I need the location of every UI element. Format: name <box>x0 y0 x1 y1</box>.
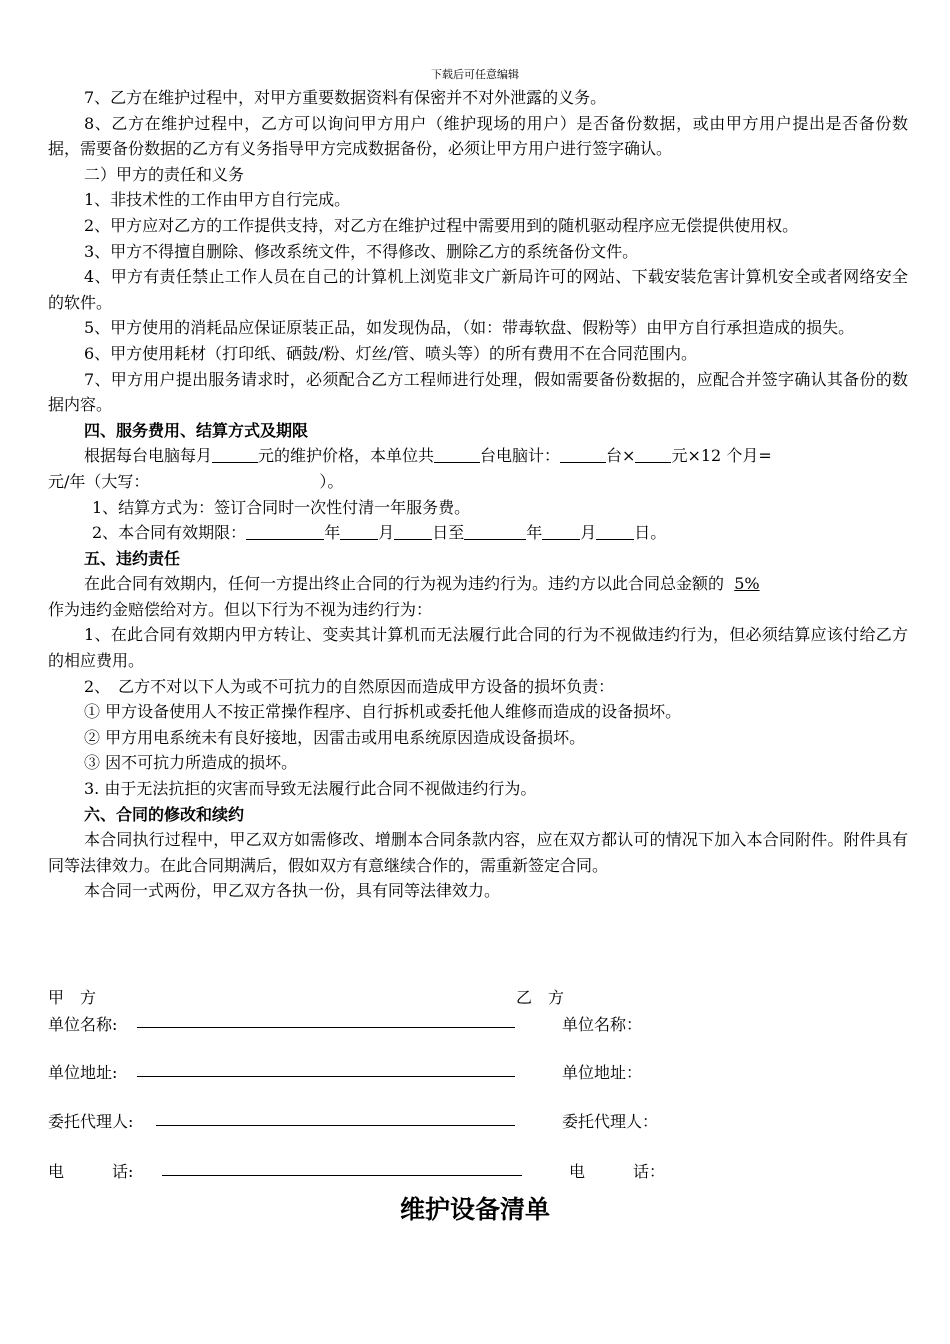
breach-intro: 在此合同有效期内，任何一方提出终止合同的行为视为违约行为。违约方以此合同总金额的 5% 作为违约金赔偿给对方。但以下行为不视为违约行为： <box>48 574 760 619</box>
equipment-list-title: 维护设备清单 <box>399 1195 550 1224</box>
clause-a7: 7、甲方用户提出服务请求时，必须配合乙方工程师进行处理，假如需要备份数据的，应配合并签字确认其备份的数据内容。 <box>48 369 908 415</box>
breach-item-3: 3. 由于无法抗拒的灾害而导致无法履行此合同不视做违约行为。 <box>84 779 537 799</box>
clause-a6: 6、甲方使用耗材（打印纸、硒鼓/粉、灯丝/管、喷头等）的所有费用不在合同范围内。 <box>84 343 697 363</box>
breach-case-3: ③ 因不可抗力所造成的损坏。 <box>84 753 298 773</box>
clause-8: 8、乙方在维护过程中，乙方可以询问甲方用户（维护现场的用户）是否备份数据，或由甲方用户提出是否备份数据，需要备份数据的乙方有义务指导甲方完成数据备份，必须让甲方用户进行签字确认。 <box>48 113 908 159</box>
price-clause: 根据每台电脑每月 元的维护价格，本单位共 台电脑计： 台× 元×12 个月= 元/年（大写： ）。 <box>48 446 772 491</box>
section-5-heading: 五、违约责任 <box>84 548 181 568</box>
payment-clause: 1、结算方式为：签订合同时一次性付清一年服务费。 <box>92 497 471 517</box>
party-a-unit-name-field[interactable] <box>137 1027 515 1028</box>
clause-7: 7、乙方在维护过程中，对甲方重要数据资料有保密并不对外泄露的义务。 <box>84 88 607 107</box>
monthly-price-blank[interactable] <box>212 446 258 463</box>
section-4-heading: 四、服务费用、结算方式及期限 <box>84 420 309 440</box>
party-a-label: 甲 方 <box>48 988 97 1007</box>
party-b-agent-label: 委托代理人： <box>562 1112 659 1131</box>
party-a-unit-address-label: 单位地址: <box>48 1063 118 1082</box>
clause-a1: 1、非技术性的工作由甲方自行完成。 <box>84 190 351 210</box>
breach-case-1: ① 甲方设备使用人不按正常操作程序、自行拆机或委托他人维修而造成的设备损坏。 <box>84 702 682 722</box>
end-day-blank[interactable] <box>596 523 634 540</box>
party-a-unit-name-label: 单位名称: <box>48 1015 118 1034</box>
party-b-unit-name-label: 单位名称： <box>562 1015 643 1034</box>
end-year-blank[interactable] <box>464 523 526 540</box>
breach-item-2: 2、 乙方不对以下人为或不可抗力的自然原因而造成甲方设备的损坏负责： <box>84 676 615 696</box>
period-clause: 2、本合同有效期限： 年 月 日至 年 月 日。 <box>92 523 667 543</box>
party-b-phone-label: 电 话： <box>569 1162 666 1181</box>
start-year-blank[interactable] <box>246 523 324 540</box>
units-blank[interactable] <box>560 446 606 463</box>
party-a-phone-label: 电 话: <box>48 1162 134 1181</box>
party-a-agent-label: 委托代理人: <box>48 1112 134 1131</box>
clause-a4: 4、甲方有责任禁止工作人员在自己的计算机上浏览非文广新局许可的网站、下载安装危害计算机安全或者网络安全的软件。 <box>48 267 908 312</box>
section-2-heading: 二）甲方的责任和义务 <box>84 164 245 184</box>
amendment-clause: 本合同执行过程中，甲乙双方如需修改、增删本合同条款内容，应在双方都认可的情况下加入本合同附件。附件具有同等法律效力。在此合同期满后，假如双方有意继续合作的，需重新签定合同。 <box>48 830 908 875</box>
party-a-unit-address-field[interactable] <box>137 1076 515 1077</box>
clause-a3: 3、甲方不得擅自删除、修改系统文件，不得修改、删除乙方的系统备份文件。 <box>84 241 639 261</box>
breach-case-2: ② 甲方用电系统未有良好接地，因雷击或用电系统原因造成设备损坏。 <box>84 727 586 747</box>
party-b-label: 乙 方 <box>516 988 565 1007</box>
clause-a2: 2、甲方应对乙方的工作提供支持，对乙方在维护过程中需要用到的随机驱动程序应无偿提供使用权。 <box>84 215 799 235</box>
start-month-blank[interactable] <box>340 523 378 540</box>
penalty-percent: 5% <box>734 574 760 594</box>
contract-body <box>48 85 908 904</box>
computer-count-blank[interactable] <box>434 446 480 463</box>
copies-clause: 本合同一式两份，甲乙双方各执一份，具有同等法律效力。 <box>84 881 501 901</box>
clause-a5: 5、甲方使用的消耗品应保证原装正品，如发现伪品，（如：带毒软盘、假粉等）由甲方自行承担造成的损失。 <box>84 318 855 338</box>
section-6-heading: 六、合同的修改和续约 <box>84 804 245 824</box>
page-header: 下载后可任意编辑 <box>431 68 519 81</box>
breach-item-1: 1、在此合同有效期内甲方转让、变卖其计算机而无法履行此合同的行为不视做违约行为，但必须结算应该付给乙方的相应费用。 <box>48 625 908 671</box>
start-day-blank[interactable] <box>394 523 432 540</box>
party-a-phone-field[interactable] <box>162 1175 522 1176</box>
party-a-agent-field[interactable] <box>156 1125 515 1126</box>
party-b-unit-address-label: 单位地址： <box>562 1063 643 1082</box>
end-month-blank[interactable] <box>542 523 580 540</box>
unit-price-blank[interactable] <box>635 446 671 463</box>
